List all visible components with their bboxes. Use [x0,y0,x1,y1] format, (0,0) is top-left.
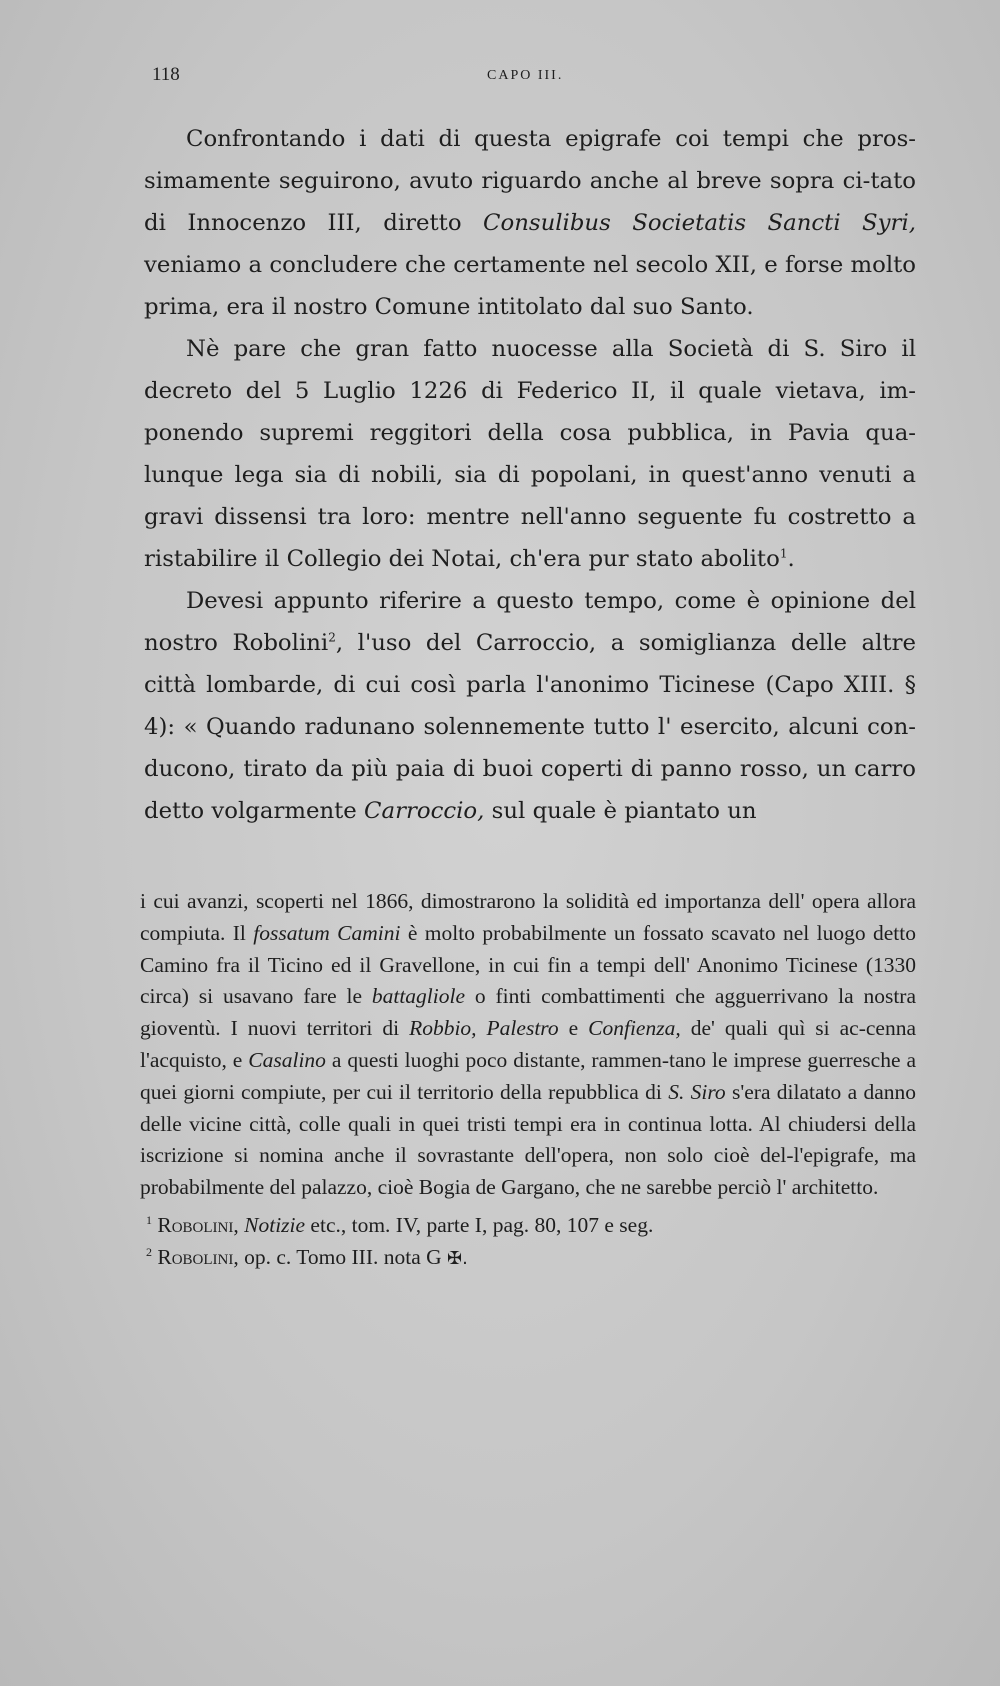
footnote-1 [140,1210,916,1242]
footnote-2-mark: 2 [146,1244,152,1259]
footnote-2-rest: op. c. Tomo III. nota G [238,1244,448,1269]
paragraph-2-text-a: Nè pare che gran fatto nuocesse alla Società di S. Siro il decreto del 5 Luglio 1226 di Federico II, il quale vietava, im-ponendo supremi reggitori della cosa pubblica, in Pavia qua-lunque lega sia di nobili, sia di popolani, in quest'anno venuti a gravi dissensi tra loro: mentre nell'anno seguente fu costretto a ristabilire il Collegio dei Notai, ch'era pur stato abolito [144,336,916,572]
paragraph-2 [144,328,916,580]
footnote-ref-1: 1 [779,546,788,561]
paragraph-3-text-a: Devesi appunto riferire a questo tempo, come è opinione del nostro Robolini [144,588,916,656]
note-text-1: i cui avanzi, scoperti nel 1866, dimostrarono la solidità ed importanza dell' opera allora compiuta. Il [140,889,916,945]
paragraph-1-italic: Consulibus Societatis Sancti Syri, [483,210,916,236]
running-head: CAPO III. [487,68,564,83]
note-italic-s-siro: S. Siro [668,1079,726,1104]
paragraph-3 [144,580,916,832]
notes-section [140,886,916,1275]
footnote-1-author: Robolini, [157,1212,239,1237]
footnote-2 [140,1242,916,1275]
note-text-2: è molto probabilmente un fossato scavato nel luogo detto Camino fra il Ticino ed il Gravellone, in cui fin a tempi dell' Anonimo Ticinese (1330 circa) si usavano fare le [140,920,916,1009]
main-text [144,118,916,832]
footnote-1-rest: etc., tom. IV, parte I, pag. 80, 107 e seg. [305,1212,654,1237]
note-italic-battagliole: battagliole [371,984,466,1009]
paragraph-3-text-c: sul quale è piantato un [484,798,757,824]
note-italic-confienza: Confienza, [588,1016,681,1041]
note-continuation [140,886,916,1204]
page-number: 118 [152,64,180,85]
note-text-4: de' quali quì si ac-cenna l'acquisto, e [140,1016,917,1072]
paragraph-2-text-b: . [787,546,795,572]
cross-symbol-icon: ✠. [447,1247,468,1269]
footnotes [140,1210,916,1275]
note-text-6: s'era dilatato a danno delle vicine città, colle quali in quei tristi tempi era in continua lotta. Al chiudersi della iscrizione si nomina anche il sovrastante dell'opera, non solo cioè del-l'epigrafe, ma probabilmente del palazzo, cioè Bogia de Gargano, che ne sarebbe perciò l' architetto. [140,1079,916,1200]
note-text-5: a questi luoghi poco distante, rammen-tano le imprese guerresche a quei giorni compiute, per cui il territorio della repubblica di [140,1047,916,1104]
footnote-1-title: Notizie [244,1212,306,1237]
footnote-2-author: Robolini, [157,1244,239,1269]
paragraph-3-text-b: , l'uso del Carroccio, a somiglianza delle altre città lombarde, di cui così parla l'anonimo Ticinese (Capo XIII. § 4): « Quando radunano solennemente tutto l' esercito, alcuni con-ducono, tirato da più paia di buoi coperti di panno rosso, un carro detto volgarmente [144,630,916,824]
paragraph-3-italic: Carroccio, [364,798,485,824]
paragraph-1 [144,118,916,328]
footnote-1-mark: 1 [146,1212,152,1227]
note-text-3-mid: e [558,1016,589,1041]
note-text-3: o finti combattimenti che agguerrivano la nostra gioventù. I nuovi territori di [140,984,916,1041]
paragraph-1-text-a: Confrontando i dati di questa epigrafe coi tempi che pros-simamente seguirono, avuto riguardo anche al breve sopra ci-tato di Innocenzo III, diretto [144,126,916,236]
note-italic-robbio-palestro: Robbio, Palestro [409,1016,559,1041]
paragraph-1-text-b: veniamo a concludere che certamente nel secolo XII, e forse molto prima, era il nostro Comune intitolato dal suo Santo. [144,252,916,320]
note-italic-casalino: Casalino [248,1047,326,1072]
page-header [152,64,912,94]
note-italic-fossatum: fossatum Camini [253,920,401,945]
footnote-ref-2: 2 [328,630,336,645]
